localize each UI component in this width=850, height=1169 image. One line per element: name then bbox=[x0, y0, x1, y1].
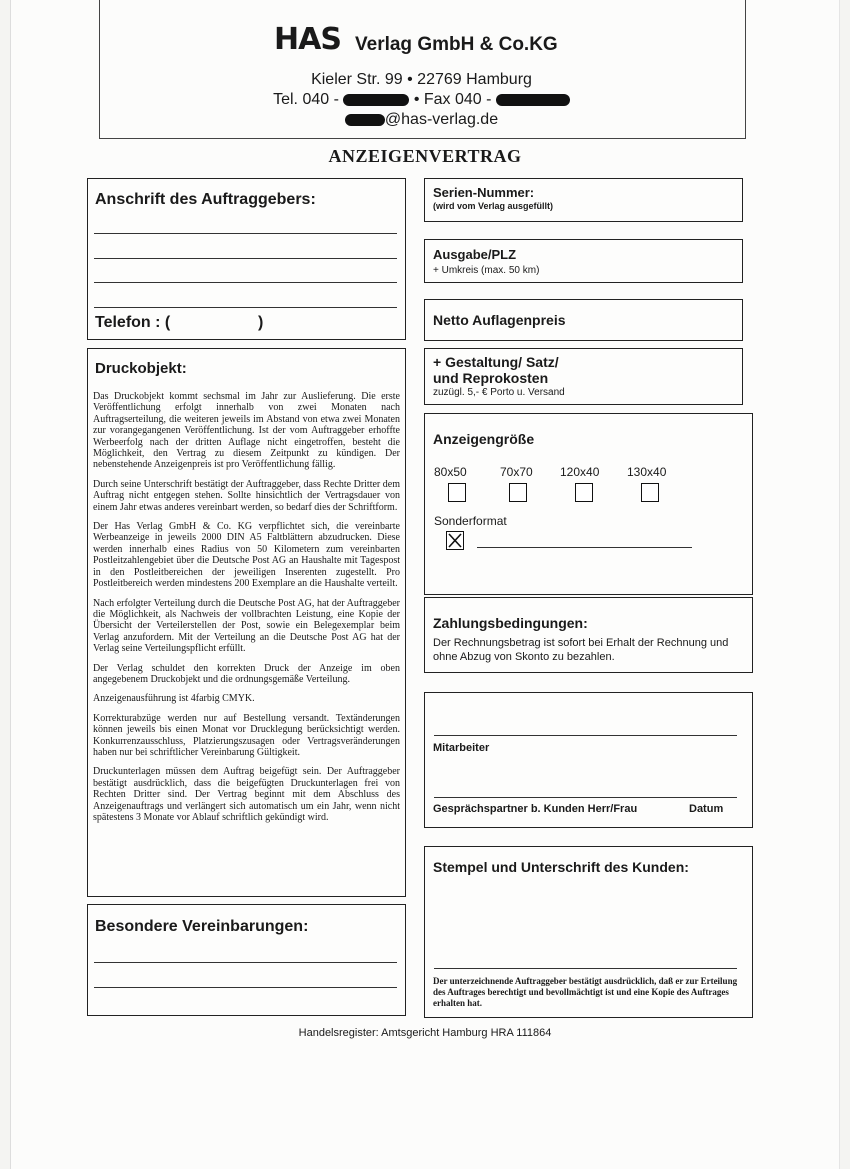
anzeigengroesse-section bbox=[424, 413, 753, 595]
document-title: ANZEIGENVERTRAG bbox=[328, 146, 522, 166]
fax-label: • Fax 040 - bbox=[413, 91, 492, 108]
gestaltung-heading-2: und Reprokosten bbox=[433, 370, 549, 386]
druckobjekt-heading: Druckobjekt: bbox=[95, 360, 187, 377]
address-heading: Anschrift des Auftraggebers: bbox=[95, 191, 316, 208]
zahlung-heading: Zahlungsbedingungen: bbox=[433, 615, 588, 631]
serien-section[interactable] bbox=[424, 178, 743, 222]
address-line-1[interactable] bbox=[94, 233, 397, 234]
checked-x-icon bbox=[447, 532, 463, 549]
gespraech-label: Gesprächspartner b. Kunden Herr/Frau bbox=[433, 803, 638, 815]
company-address: Kieler Str. 99 • 22769 Hamburg bbox=[311, 71, 532, 88]
anzeigengroesse-heading: Anzeigengröße bbox=[433, 431, 535, 447]
gestaltung-heading-1: + Gestaltung/ Satz/ bbox=[433, 354, 559, 370]
gestaltung-section[interactable] bbox=[424, 348, 743, 405]
size-label-80x50: 80x50 bbox=[434, 465, 467, 479]
checkbox-130x40[interactable] bbox=[641, 483, 659, 502]
sonderformat-line[interactable] bbox=[477, 547, 692, 548]
checkbox-120x40[interactable] bbox=[575, 483, 593, 502]
redacted-email-user bbox=[345, 114, 385, 126]
stempel-note: Der unterzeichnende Auftraggeber bestätigt ausdrücklich, daß er zur Erteilung des Auftrages berechtigt und bevollmächtigt ist und eine Kopie des Auftrages erhalten hat. bbox=[433, 976, 738, 1008]
form-page bbox=[10, 0, 840, 1169]
phone-close: ) bbox=[258, 314, 264, 331]
ausgabe-section[interactable] bbox=[424, 239, 743, 283]
terms-paragraph: Korrekturabzüge werden nur auf Bestellung versandt. Textänderungen können jeweils bis einen Monat vor Drucklegung berücksichtigt werden. Konkurrenzausschluss, Platzierungszusagen oder Vertragsveränderungen haben nur bei schriftlicher Vereinbarung Gültigkeit. bbox=[93, 712, 400, 758]
checkbox-70x70[interactable] bbox=[509, 483, 527, 502]
size-label-120x40: 120x40 bbox=[560, 465, 600, 479]
gestaltung-note: zuzügl. 5,- € Porto u. Versand bbox=[433, 387, 565, 398]
mitarbeiter-section bbox=[424, 692, 753, 828]
phone-fax-line bbox=[99, 91, 744, 109]
zahlung-section bbox=[424, 597, 753, 673]
email-domain: @has-verlag.de bbox=[384, 111, 499, 128]
terms-paragraph: Druckunterlagen müssen dem Auftrag beigefügt sein. Der Auftraggeber bestätigt ausdrücklich, dass die beigefügten Druckunterlagen frei von Rechten Dritter sind. Der Vertrag beginnt mit dem Abschluss des Anzeigenauftrags und verlängert sich automatisch um ein Jahr, wenn nicht spätestens 3 Monate vor Ablauf schriftlich gekündigt wird. bbox=[93, 766, 400, 823]
besondere-heading: Besondere Vereinbarungen: bbox=[95, 918, 309, 935]
besondere-section bbox=[87, 904, 406, 1016]
gespraech-line[interactable] bbox=[434, 797, 737, 798]
terms-paragraph: Der Has Verlag GmbH & Co. KG verpflichtet sich, die vereinbarte Werbeanzeige in jeweils 2000 DIN A5 Faltblättern abzudrucken. Diese werden innerhalb eines Radius von 50 Kilometern zum vereinbarten Postleitzahlengebiet über die Deutsche Post AG an Haushalte mit Tagespost in den Postleitbereichen der jeweiligen Inserenten zugestellt. Pro Postleitbereich werden mindestens 200 Exemplare an die Haushalte verteilt. bbox=[93, 521, 400, 590]
size-label-130x40: 130x40 bbox=[627, 465, 667, 479]
zahlung-text: Der Rechnungsbetrag ist sofort bei Erhalt der Rechnung und ohne Abzug von Skonto zu bezahlen. bbox=[433, 637, 729, 663]
checkbox-sonderformat[interactable] bbox=[446, 531, 464, 550]
register-footer: Handelsregister: Amtsgericht Hamburg HRA 111864 bbox=[298, 1027, 552, 1039]
address-line-2[interactable] bbox=[94, 258, 397, 259]
serien-heading: Serien-Nummer: bbox=[433, 185, 535, 200]
datum-label: Datum bbox=[689, 803, 724, 815]
mitarbeiter-line[interactable] bbox=[434, 735, 737, 736]
besondere-line-1[interactable] bbox=[94, 962, 397, 963]
terms-paragraph: Das Druckobjekt kommt sechsmal im Jahr zur Auslieferung. Die erste Veröffentlichung erfolgt innerhalb von zwei Monaten nach Auftragserteilung, die weiteren jeweils im Abstand von etwa zwei Monaten zur vorangegangenen Veröffentlichung. Ist der vom Auftraggeber erhoffte Werbeerfolg nach der dritten Auflage nicht eingetroffen, besteht die Möglichkeit, den Vertrag zu diesem Zeitpunkt zu kündigen. Der nebenstehende Anzeigenpreis ist pro Veröffentlichung fällig. bbox=[93, 391, 400, 471]
tel-label: Tel. 040 - bbox=[273, 91, 339, 108]
ausgabe-note: + Umkreis (max. 50 km) bbox=[433, 265, 540, 276]
terms-paragraph: Durch seine Unterschrift bestätigt der Auftraggeber, dass Rechte Dritter dem Auftrag nicht entgegen stehen. Sollte hinsichtlich der Vertragsdauer von einem Jahr etwas anderes vereinbart werden, so bedarf dies der Schriftform. bbox=[93, 478, 400, 513]
ausgabe-heading: Ausgabe/PLZ bbox=[433, 247, 517, 262]
terms-paragraph: Anzeigenausführung ist 4farbig CMYK. bbox=[93, 693, 255, 705]
redacted-fax bbox=[496, 94, 570, 106]
address-line-4[interactable] bbox=[94, 307, 397, 308]
company-name: Verlag GmbH & Co.KG bbox=[355, 34, 558, 55]
redacted-phone bbox=[343, 94, 409, 106]
netto-heading: Netto Auflagenpreis bbox=[433, 312, 566, 328]
stempel-section bbox=[424, 846, 753, 1018]
email-line bbox=[99, 111, 744, 129]
address-section bbox=[87, 178, 406, 340]
druckobjekt-section bbox=[87, 348, 406, 897]
netto-section[interactable] bbox=[424, 299, 743, 341]
mitarbeiter-label: Mitarbeiter bbox=[433, 742, 490, 754]
terms-paragraph: Der Verlag schuldet den korrekten Druck der Anzeige im oben angegebenem Druckobjekt und die ordnungsgemäße Verteilung. bbox=[93, 662, 400, 685]
terms-text bbox=[93, 391, 400, 831]
address-line-3[interactable] bbox=[94, 282, 397, 283]
checkbox-80x50[interactable] bbox=[448, 483, 466, 502]
phone-label: Telefon : ( bbox=[95, 314, 171, 331]
company-logo: HAS bbox=[274, 22, 341, 57]
sonderformat-label: Sonderformat bbox=[434, 514, 507, 528]
signature-line[interactable] bbox=[434, 968, 737, 969]
terms-paragraph: Nach erfolgter Verteilung durch die Deutsche Post AG, hat der Auftraggeber die Möglichkeit, als Nachweis der vollbrachten Leistung, eine Kopie der Übersicht der Verteilerstellen der Post, sowie ein Belegexemplar beim Verlag anzufordern. Mit der Verteilung an die Deutsche Post AG hat der Verlag seine Verteilungspflicht erfüllt. bbox=[93, 597, 400, 655]
besondere-line-2[interactable] bbox=[94, 987, 397, 988]
serien-note: (wird vom Verlag ausgefüllt) bbox=[433, 201, 554, 211]
size-label-70x70: 70x70 bbox=[500, 465, 533, 479]
stempel-heading: Stempel und Unterschrift des Kunden: bbox=[433, 859, 689, 875]
